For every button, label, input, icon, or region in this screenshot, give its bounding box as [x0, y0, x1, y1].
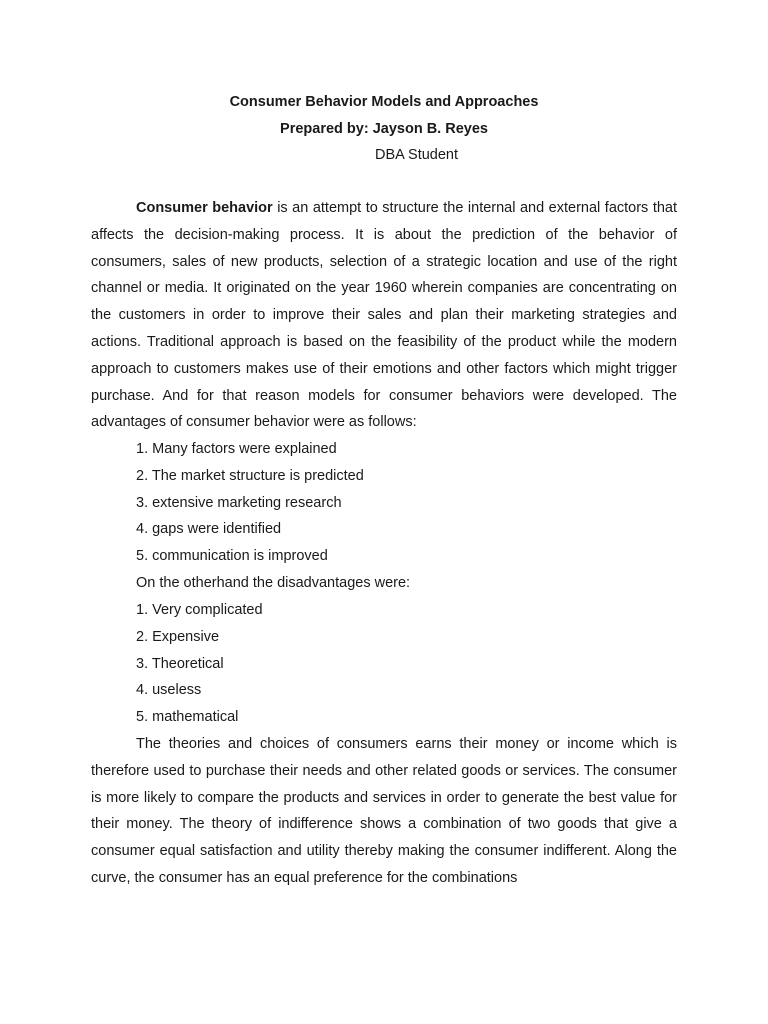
- paragraph-intro: [91, 195, 677, 436]
- list-item: 3. Theoretical: [136, 655, 224, 672]
- list-item: 2. The market structure is predicted: [136, 467, 364, 484]
- author-role: DBA Student: [375, 147, 459, 163]
- disadvantages-list: [136, 597, 263, 731]
- list-item: 1. Many factors were explained: [136, 441, 337, 457]
- paragraph-intro-text: is an attempt to structure the internal and external factors that affects the decision-making process. It is about the prediction of the behavior of consumers, sales of new products, selection of a strategic location and use of the right channel or media. It originated on the year 1960 wherein companies are concentrating on the customers in order to improve their sales and plan their marketing strategies and actions. Traditional approach is based on the feasibility of the product while the modern approach to customers makes use of their emotions and other factors which might trigger purchase. And for that reason models for consumer behaviors were developed. The advantages of consumer behavior were as follows:: [91, 200, 678, 431]
- list-item: 5. communication is improved: [136, 548, 328, 565]
- list-item: 4. gaps were identified: [136, 521, 282, 538]
- list-item: 1. Very complicated: [136, 602, 263, 618]
- advantages-list: [136, 436, 364, 570]
- list-item: 5. mathematical: [136, 709, 239, 726]
- paragraph-lead-term: Consumer behavior: [136, 200, 273, 216]
- paragraph-theories: The theories and choices of consumers earns their money or income which is therefore used to purchase their needs and other related goods or services. The consumer is more likely to compare the products and services in order to generate the best value for their money. The theory of indifference shows a combination of two goods that give a consumer equal satisfaction and utility thereby making the consumer indifferent. Along the curve, the consumer has an equal preference for the combinations: [91, 736, 677, 886]
- author-line: Prepared by: Jayson B. Reyes: [280, 121, 488, 137]
- list-item: 2. Expensive: [136, 628, 220, 645]
- list-item: 3. extensive marketing research: [136, 494, 342, 511]
- document-title: Consumer Behavior Models and Approaches: [229, 94, 539, 110]
- list-item: 4. useless: [136, 682, 202, 699]
- disadvantages-intro: On the otherhand the disadvantages were:: [136, 575, 411, 591]
